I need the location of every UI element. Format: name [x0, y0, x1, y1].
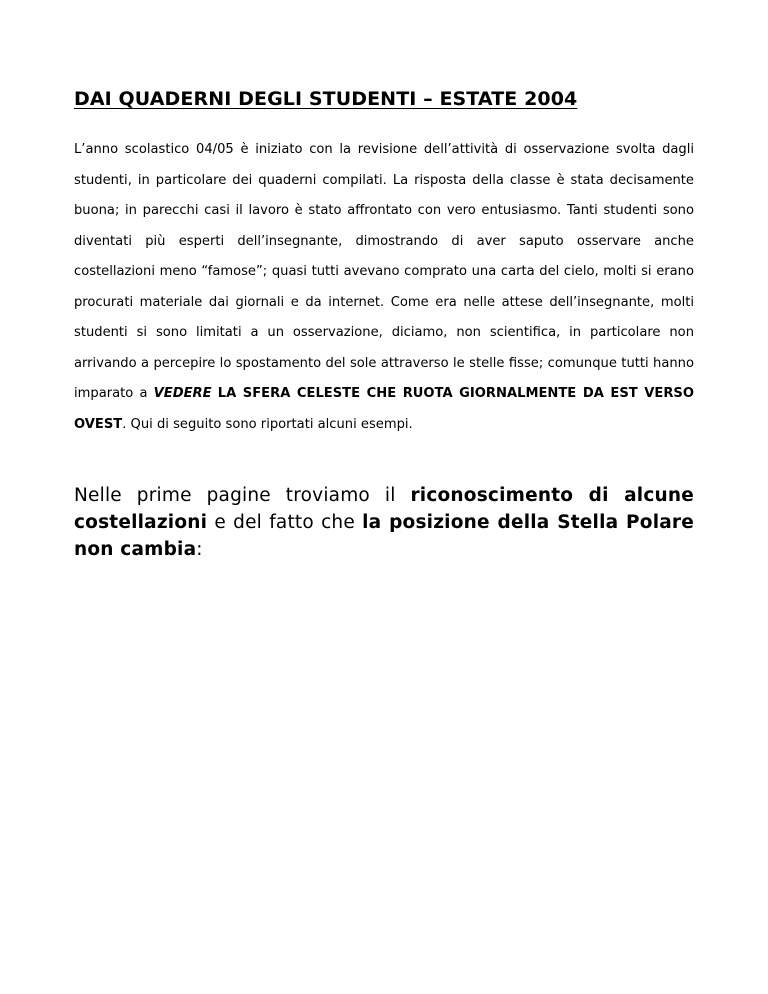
- intro-text-part2: . Qui di seguito sono riportati alcuni esempi.: [122, 416, 413, 432]
- intro-text-part1: L’anno scolastico 04/05 è iniziato con la revisione dell’attività di osservazione svolta dagli studenti, in particolare dei quaderni compilati. La risposta della classe è stata decisamente buona; in parecchi casi il lavoro è stato affrontato con vero entusiasmo. Tanti studenti sono diventati più esperti dell’insegnante, dimostrando di aver saputo osservare anche costellazioni meno “famose”; quasi tutti avevano comprato una carta del cielo, molti si erano procurati materiale dai giornali e da internet. Come era nelle attese dell’insegnante, molti studenti si sono limitati a un osservazione, diciamo, non scientifica, in particolare non arrivando a percepire lo spostamento del sole attraverso le stelle fisse; comunque tutti hanno imparato a: [74, 142, 694, 401]
- intro-paragraph: [74, 135, 694, 440]
- lead-bold-costellazioni: riconoscimento di alcune costellazioni: [74, 485, 694, 533]
- lead-text-part3: :: [196, 539, 203, 560]
- lead-text-part2: e del fatto che: [207, 512, 363, 533]
- intro-emphasis-vedere: VEDERE: [153, 386, 212, 401]
- lead-text-part1: Nelle prime pagine troviamo il: [74, 485, 411, 506]
- intro-emphasis-sfera: LA SFERA CELESTE CHE RUOTA GIORNALMENTE DA EST VERSO OVEST: [74, 386, 694, 432]
- lead-bold-stella-polare: la posizione della Stella Polare non cambia: [74, 512, 695, 560]
- lead-paragraph: [74, 482, 694, 563]
- document-title: DAI QUADERNI DEGLI STUDENTI – ESTATE 2004: [74, 88, 578, 110]
